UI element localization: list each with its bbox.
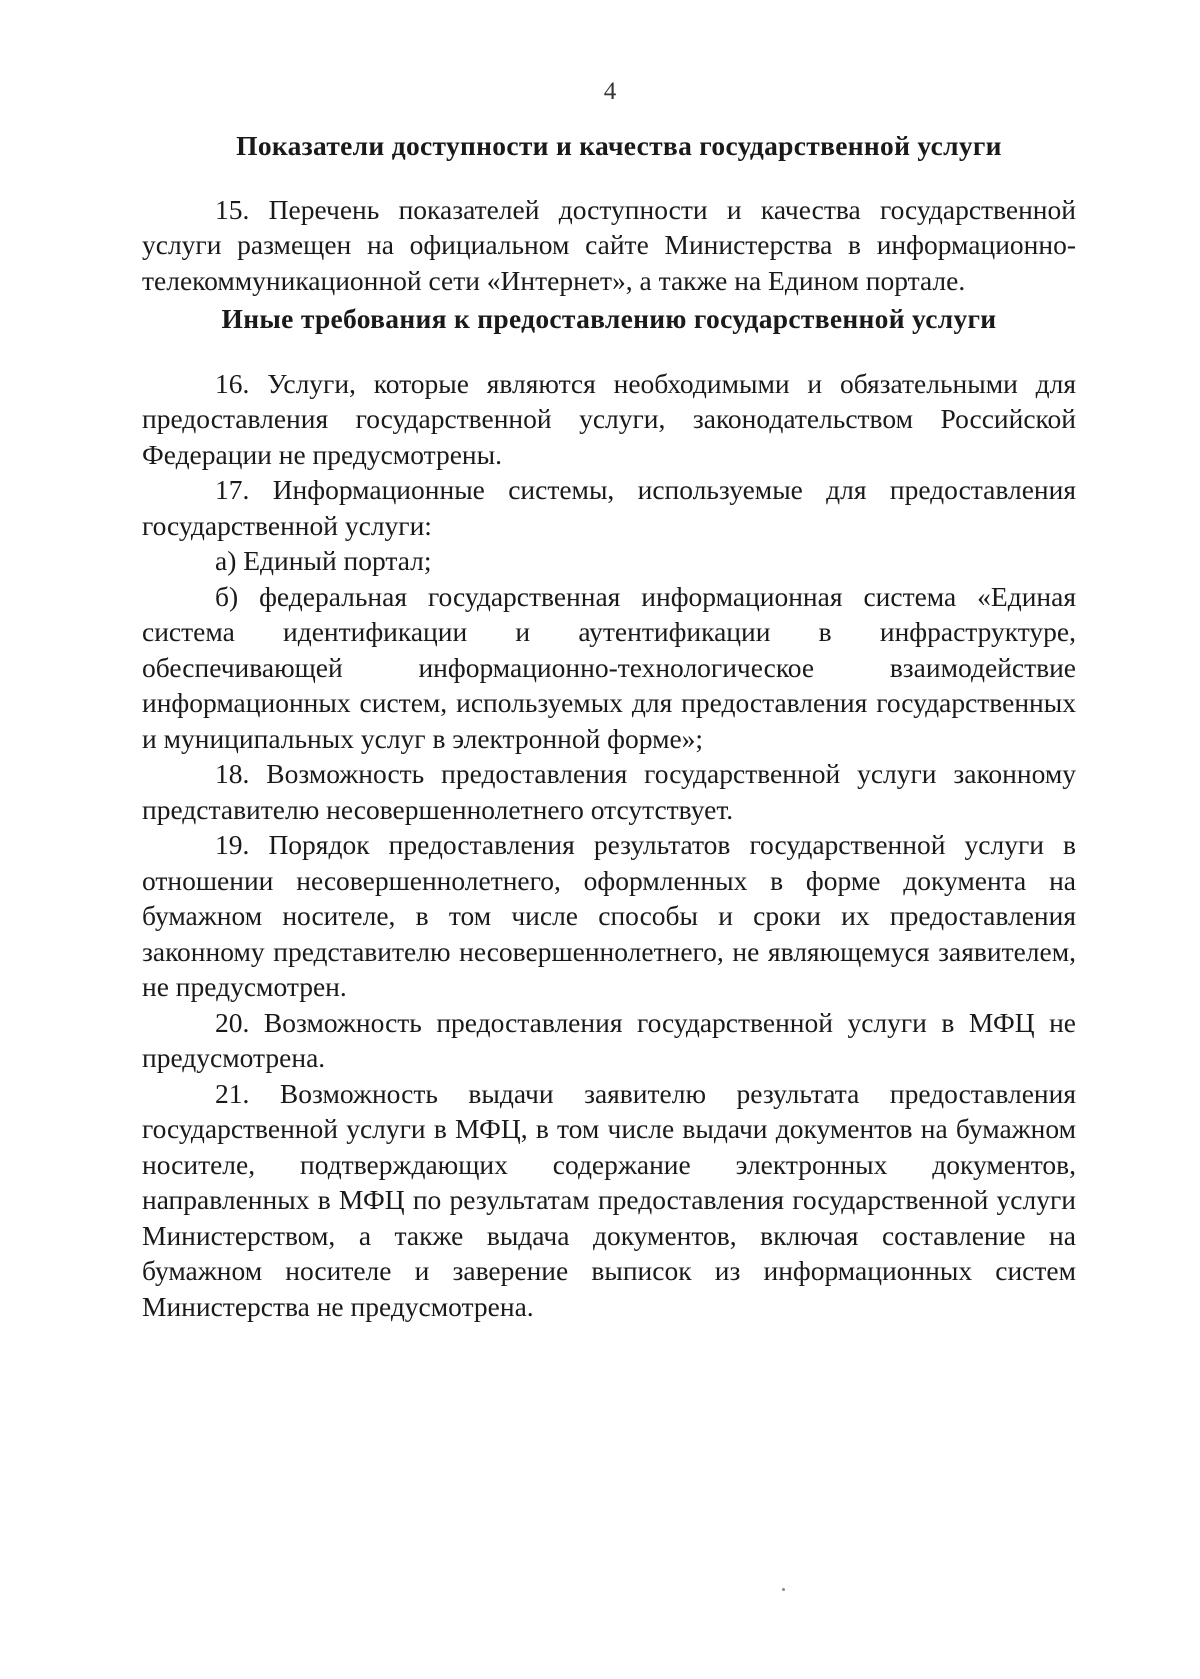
section-heading-other-requirements: Иные требования к предоставлению государственной услуги [221, 303, 997, 334]
document-body [142, 128, 1076, 1324]
paragraph-21: 21. Возможность выдачи заявителю результата предоставления государственной услуги в МФЦ, в том числе выдачи документов на бумажном носителе, подтверждающих содержание электронных документов, направленных в МФЦ по результатам предоставления государственной услуги Министерством, а также выдача документов, включая составление на бумажном носителе и заверение выписок из информационных систем Министерства не предусмотрена. [142, 1077, 1076, 1322]
paragraph-17: 17. Информационные системы, используемые для предоставления государственной услуги: [142, 474, 1076, 541]
paragraph-16: 16. Услуги, которые являются необходимыми и обязательными для предоставления государственной услуги, законодательством Российской Федерации не предусмотрены. [142, 367, 1076, 470]
scan-speck [782, 1588, 785, 1591]
page-number: 4 [603, 78, 617, 105]
paragraph-20: 20. Возможность предоставления государственной услуги в МФЦ не предусмотрена. [142, 1006, 1076, 1073]
paragraph-17b: б) федеральная государственная информационная система «Единая система идентификации и аутентификации в инфраструктуре, обеспечивающей информационно-технологическое взаимодействие информационных систем, используемых для предоставления государственных и муниципальных услуг в электронной форме»; [142, 580, 1076, 754]
paragraph-19: 19. Порядок предоставления результатов государственной услуги в отношении несовершеннолетнего, оформленных в форме документа на бумажном носителе, в том числе способы и сроки их предоставления законному представителю несовершеннолетнего, не являющемуся заявителем, не предусмотрен. [142, 829, 1076, 1002]
section-heading-accessibility: Показатели доступности и качества государственной услуги [236, 130, 1002, 161]
paragraph-18: 18. Возможность предоставления государственной услуги законному представителю несовершеннолетнего отсутствует. [142, 758, 1076, 825]
paragraph-15: 15. Перечень показателей доступности и качества государственной услуги размещен на официальном сайте Министерства в информационно-телекоммуникационной сети «Интернет», а также на Едином портале. [142, 193, 1076, 296]
paragraph-17a: а) Единый портал; [215, 545, 432, 576]
